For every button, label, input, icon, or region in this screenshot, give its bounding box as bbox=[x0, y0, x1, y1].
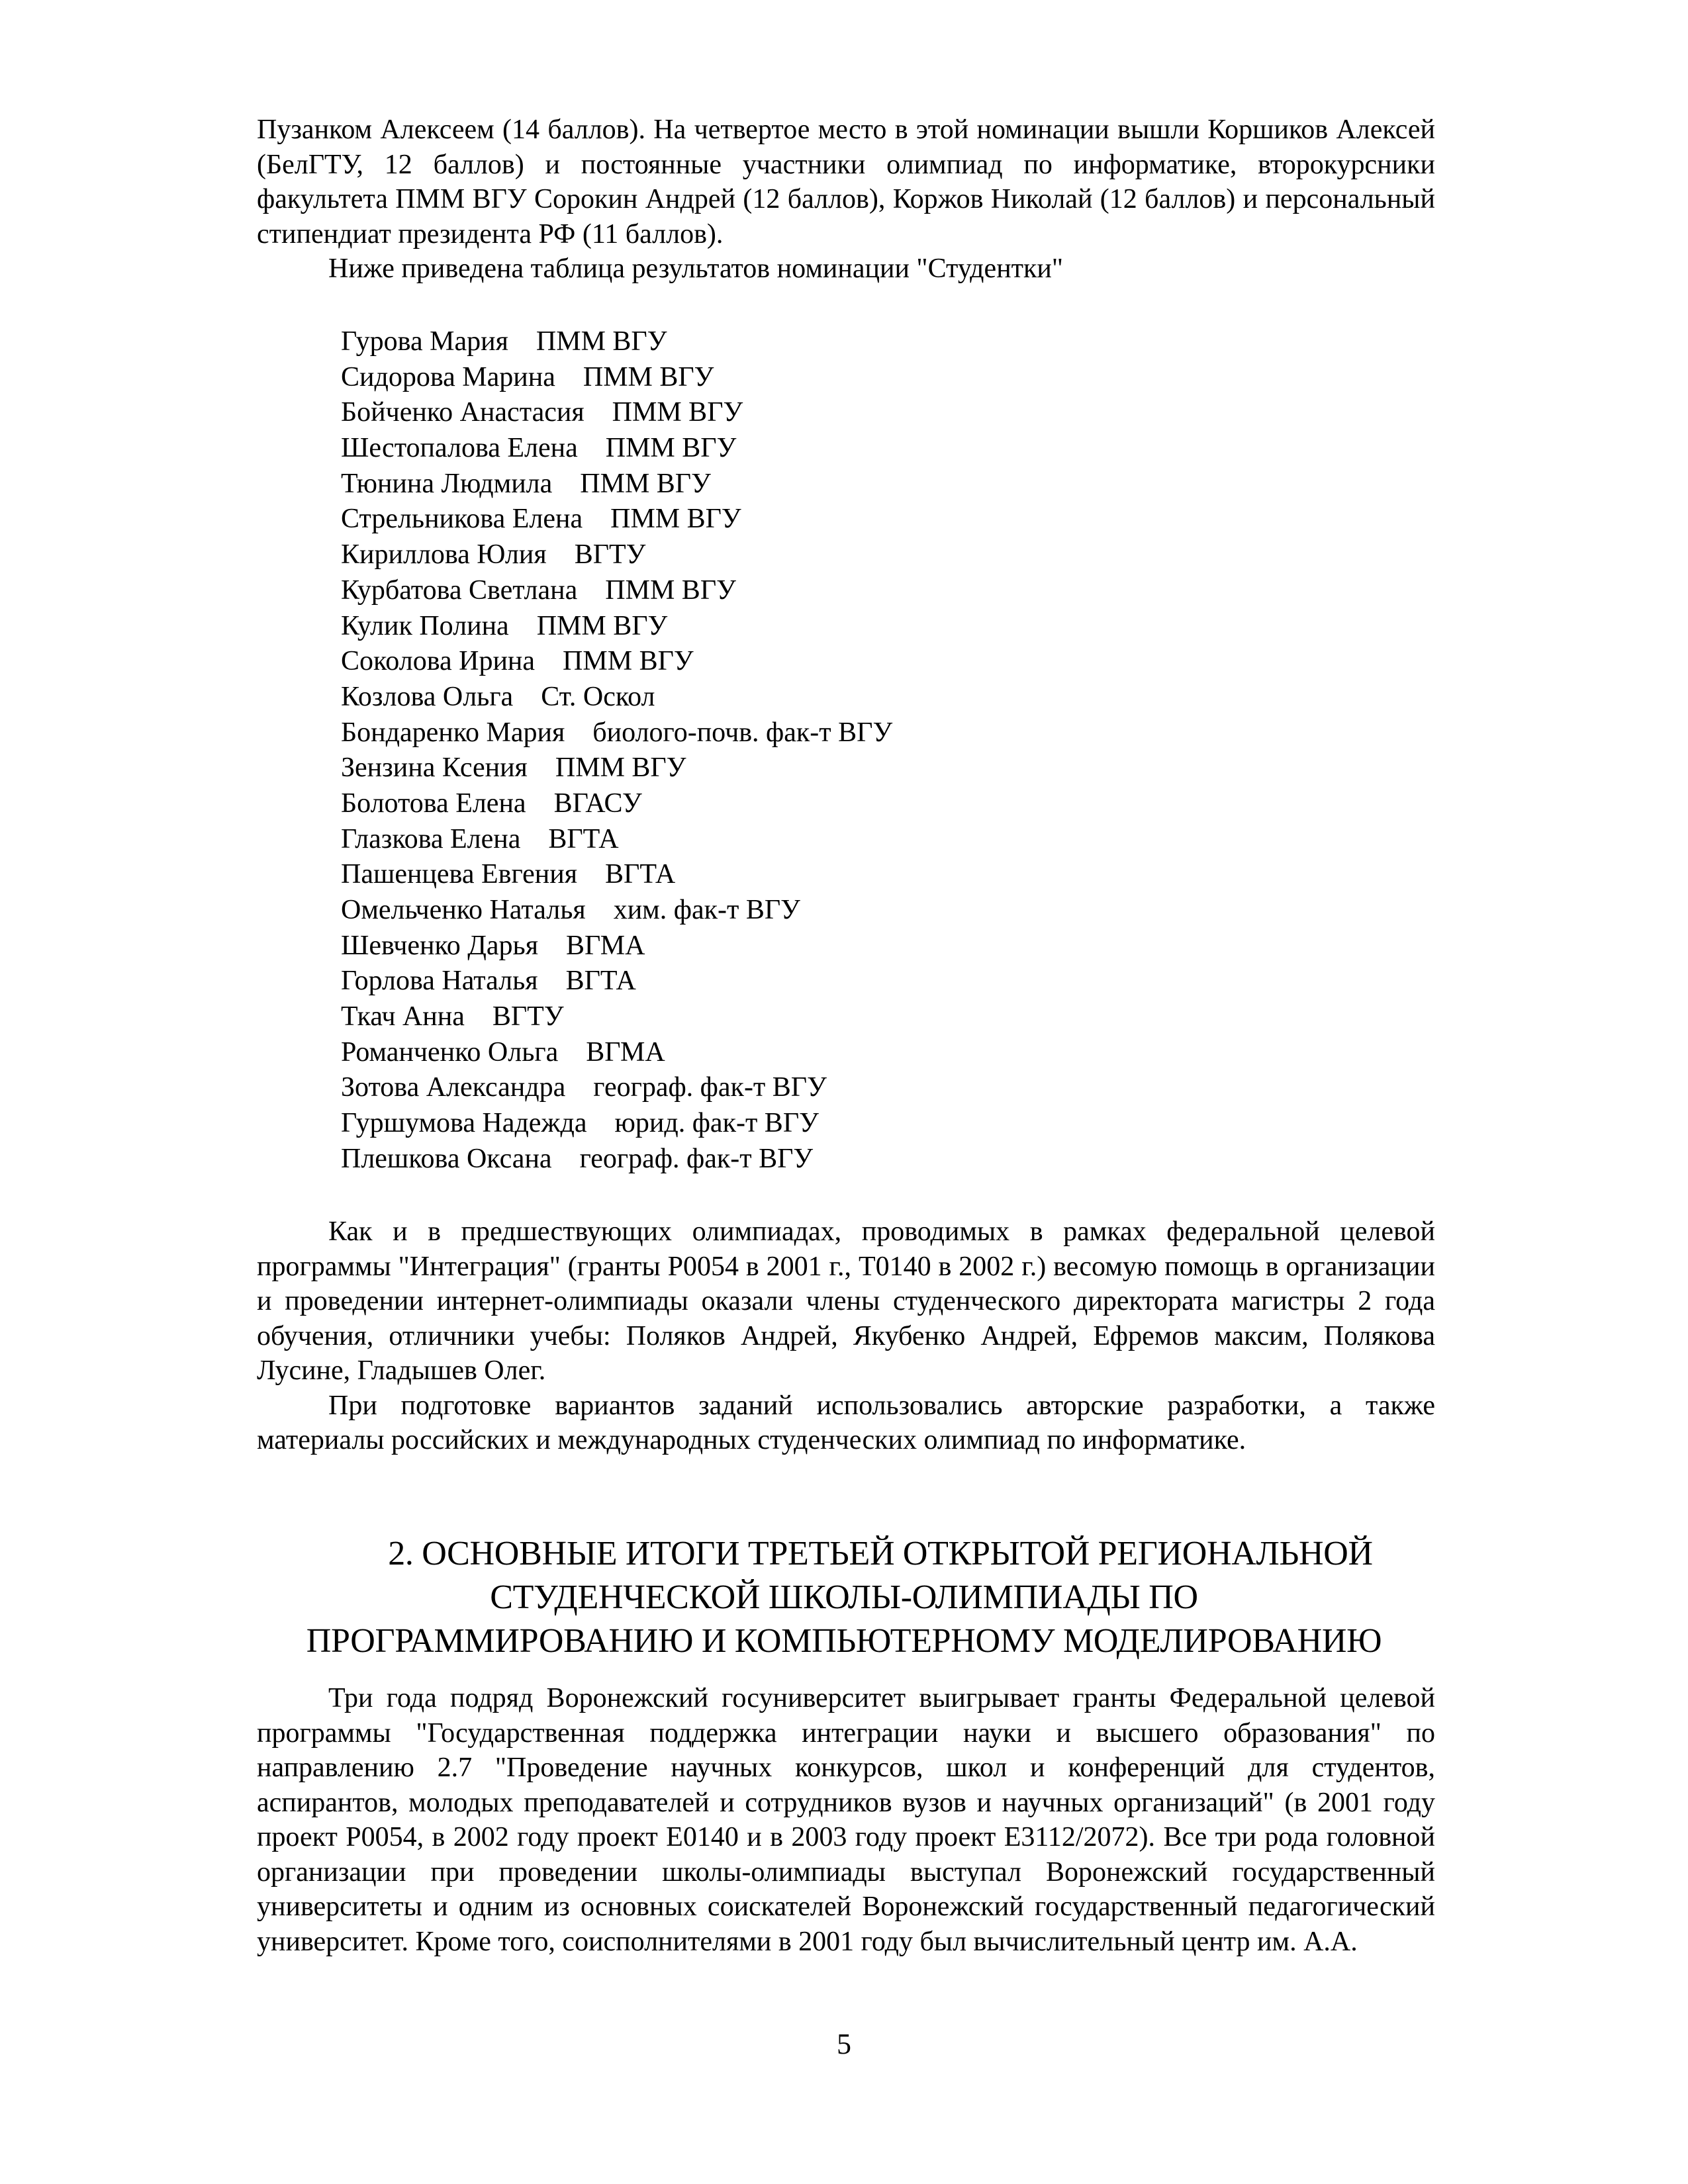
table-row bbox=[341, 999, 1268, 1035]
student-org: ПММ ВГУ bbox=[536, 326, 667, 357]
student-org: ВГТУ bbox=[492, 1001, 564, 1032]
student-name: Гурова Мария bbox=[341, 326, 508, 357]
student-org: биолого-почв. фак-т ВГУ bbox=[592, 717, 893, 748]
section-heading-line: СТУДЕНЧЕСКОЙ ШКОЛЫ-ОЛИМПИАДЫ ПО bbox=[490, 1578, 1198, 1616]
student-name: Гуршумова Надежда bbox=[341, 1108, 587, 1139]
table-row bbox=[341, 680, 1268, 715]
table-row bbox=[341, 751, 1268, 786]
student-org: ВГМА bbox=[566, 930, 645, 961]
student-name: Пашенцева Евгения bbox=[341, 859, 578, 890]
student-name: Бойченко Анастасия bbox=[341, 397, 585, 428]
student-name: Плешкова Оксана bbox=[341, 1143, 552, 1174]
intro-paragraph-continued: Пузанком Алексеем (14 баллов). На четвертое место в этой номинации вышли Коршиков Алексей (БелГТУ, 12 баллов) и постоянные участники олимпиад по информатике, второкурсники факультета ПММ ВГУ Сорокин Андрей (12 баллов), Коржов Николай (12 баллов) и персональный стипендиат президента РФ (11 баллов). bbox=[257, 114, 1435, 250]
intro-section bbox=[257, 113, 1435, 287]
table-row bbox=[341, 537, 1268, 573]
student-org: ПММ ВГУ bbox=[583, 361, 714, 392]
table-row bbox=[341, 395, 1268, 431]
student-org: ПММ ВГУ bbox=[580, 468, 711, 499]
table-row bbox=[341, 786, 1268, 822]
student-org: ВГАСУ bbox=[553, 788, 642, 819]
student-org: географ. фак-т ВГУ bbox=[579, 1143, 814, 1174]
student-org: ПММ ВГУ bbox=[563, 646, 694, 677]
section-heading-line: 2. ОСНОВНЫЕ ИТОГИ ТРЕТЬЕЙ ОТКРЫТОЙ РЕГИОНАЛЬНОЙ bbox=[388, 1535, 1373, 1572]
student-org: ВГТА bbox=[565, 966, 636, 997]
student-org: географ. фак-т ВГУ bbox=[593, 1072, 827, 1103]
student-name: Кириллова Юлия bbox=[341, 539, 547, 570]
student-name: Шестопалова Елена bbox=[341, 433, 578, 464]
student-org: ПММ ВГУ bbox=[536, 610, 668, 641]
acknowledgements-paragraph: Как и в предшествующих олимпиадах, проводимых в рамках федеральной целевой программы "Интеграция" (гранты Р0054 в 2001 г., Т0140 в 2002 г.) весомую помощь в организации и проведении интернет-олимпиады оказали члены студенческого директората магистры 2 года обучения, отличники учебы: Поляков Андрей, Якубенко Андрей, Ефремов максим, Полякова Лусине, Гладышев Олег. bbox=[257, 1216, 1435, 1386]
student-org: ВГТУ bbox=[574, 539, 646, 570]
student-org: хим. фак-т ВГУ bbox=[613, 895, 800, 925]
student-name: Козлова Ольга bbox=[341, 681, 514, 712]
student-name: Сидорова Марина bbox=[341, 361, 555, 392]
student-org: Ст. Оскол bbox=[541, 681, 655, 712]
student-name: Тюнина Людмила bbox=[341, 468, 553, 499]
student-org: ПММ ВГУ bbox=[605, 574, 736, 606]
section-body bbox=[257, 1681, 1435, 1959]
student-name: Соколова Ирина bbox=[341, 646, 536, 677]
student-name: Глазкова Елена bbox=[341, 823, 521, 854]
results-table-students bbox=[341, 324, 1268, 1177]
student-name: Омельченко Наталья bbox=[341, 895, 586, 925]
table-row bbox=[341, 929, 1268, 964]
table-row bbox=[341, 467, 1268, 502]
section-heading-line: ПРОГРАММИРОВАНИЮ И КОМПЬЮТЕРНОМУ МОДЕЛИРОВАНИЮ bbox=[306, 1622, 1382, 1660]
table-row bbox=[341, 360, 1268, 396]
table-row bbox=[341, 573, 1268, 609]
student-name: Зотова Александра bbox=[341, 1072, 566, 1103]
student-org: ВГТА bbox=[605, 859, 676, 890]
student-org: ПММ ВГУ bbox=[605, 433, 737, 464]
acknowledgements-section bbox=[257, 1214, 1435, 1458]
student-name: Горлова Наталья bbox=[341, 966, 538, 997]
table-row bbox=[341, 502, 1268, 537]
table-row bbox=[341, 1106, 1268, 1142]
student-org: ВГМА bbox=[586, 1036, 665, 1068]
section-body-paragraph: Три года подряд Воронежский госуниверситет выигрывает гранты Федеральной целевой программы "Государственная поддержка интеграции науки и высшего образования" по направлению 2.7 "Проведение научных конкурсов, школ и конференций для студентов, аспирантов, молодых преподавателей и сотрудников вузов и научных организаций" (в 2001 году проект Р0054, в 2002 году проект Е0140 и в 2003 году проект Е3112/2072). Все три рода головной организации при проведении школы-олимпиады выступал Воронежский государственный университеты и одним из основных соискателей Воронежский государственный педагогический университет. Кроме того, соисполнителями в 2001 году был вычислительный центр им. А.А. bbox=[257, 1683, 1435, 1957]
table-row bbox=[341, 822, 1268, 858]
table-row bbox=[341, 324, 1268, 360]
table-row bbox=[341, 431, 1268, 467]
table-row bbox=[341, 1142, 1268, 1177]
table-row bbox=[341, 1035, 1268, 1071]
table-row bbox=[341, 964, 1268, 999]
student-org: ВГТА bbox=[548, 823, 619, 854]
table-row bbox=[341, 715, 1268, 751]
student-name: Ткач Анна bbox=[341, 1001, 465, 1032]
student-name: Бондаренко Мария bbox=[341, 717, 565, 748]
student-name: Болотова Елена bbox=[341, 788, 526, 819]
table-row bbox=[341, 857, 1268, 893]
student-name: Шевченко Дарья bbox=[341, 930, 539, 961]
table-intro-paragraph: Ниже приведена таблица результатов номинации "Студентки" bbox=[328, 253, 1064, 284]
student-name: Стрельникова Елена bbox=[341, 504, 583, 535]
table-row bbox=[341, 609, 1268, 645]
table-row bbox=[341, 893, 1268, 929]
student-name: Курбатова Светлана bbox=[341, 574, 578, 606]
student-org: ПММ ВГУ bbox=[612, 397, 743, 428]
table-row bbox=[341, 644, 1268, 680]
student-name: Зензина Ксения bbox=[341, 752, 528, 784]
section-heading bbox=[199, 1532, 1489, 1663]
student-org: юрид. фак-т ВГУ bbox=[614, 1108, 819, 1139]
student-org: ПММ ВГУ bbox=[610, 504, 741, 535]
student-org: ПММ ВГУ bbox=[555, 752, 686, 784]
table-row bbox=[341, 1070, 1268, 1106]
task-sources-paragraph: При подготовке вариантов заданий использовались авторские разработки, а также материалы российских и международных студенческих олимпиад по информатике. bbox=[257, 1390, 1435, 1455]
student-name: Кулик Полина bbox=[341, 610, 509, 641]
student-name: Романченко Ольга bbox=[341, 1036, 559, 1068]
page-number: 5 bbox=[837, 2028, 851, 2060]
